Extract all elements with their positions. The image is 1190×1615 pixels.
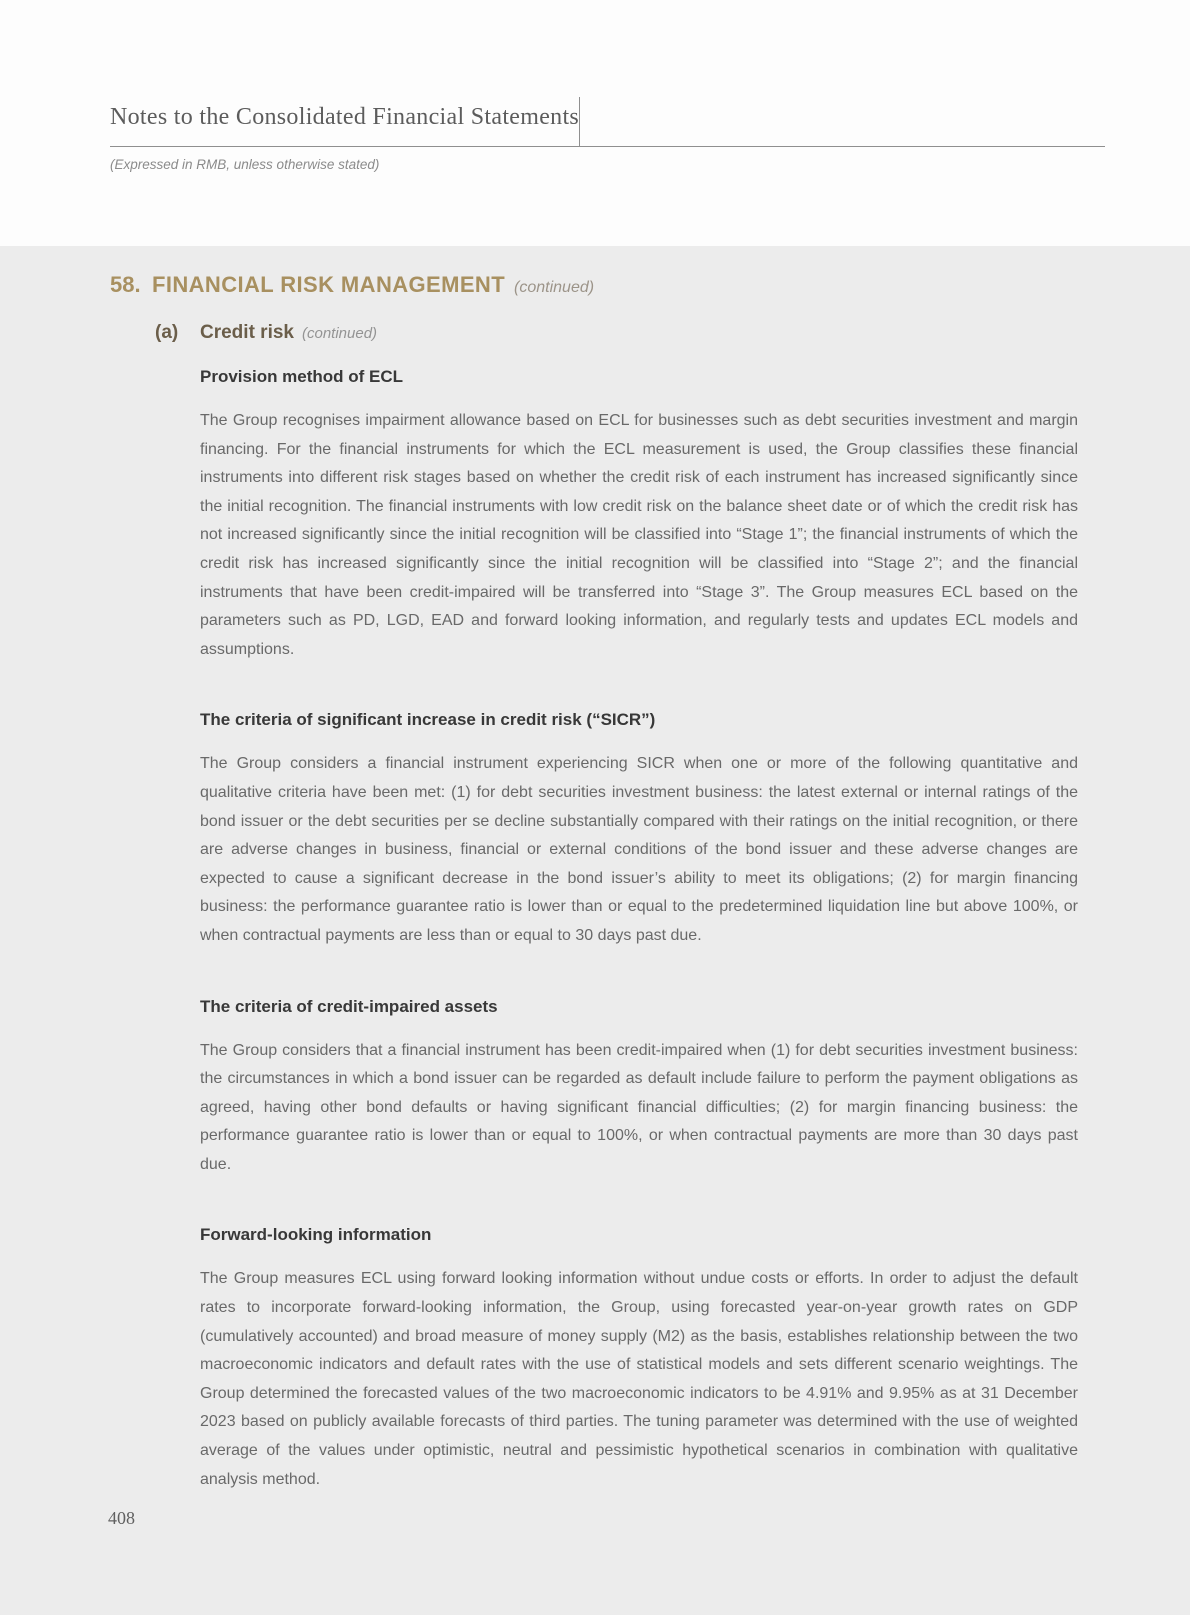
document-subtitle: (Expressed in RMB, unless otherwise stated) <box>110 157 380 172</box>
heading-sicr-criteria: The criteria of significant increase in credit risk (“SICR”) <box>200 710 656 730</box>
page-number: 408 <box>108 1508 135 1528</box>
paragraph-provision-method: The Group recognises impairment allowance based on ECL for businesses such as debt securities investment and margin financing. For the financial instruments for which the ECL measurement is used, the Group classifies these financial instruments into different risk stages based on whether the credit risk of each instrument has increased significantly since the initial recognition. The financial instruments with low credit risk on the balance sheet date or of which the credit risk has not increased significantly since the initial recognition will be classified into “Stage 1”; the financial instruments of which the credit risk has increased significantly since the initial recognition will be classified into “Stage 2”; and the financial instruments that have been credit-impaired will be transferred into “Stage 3”. The Group measures ECL based on the parameters such as PD, LGD, EAD and forward looking information, and regularly tests and updates ECL models and assumptions. <box>200 412 1078 658</box>
body-column <box>200 365 1078 1494</box>
paragraph-forward-looking-information: The Group measures ECL using forward looking information without undue costs or efforts. In order to adjust the default rates to incorporate forward-looking information, the Group, using forecasted year-on-year growth rates on GDP (cumulatively accounted) and broad measure of money supply (M2) as the basis, establishes relationship between the two macroeconomic indicators and default rates with the use of statistical models and sets different scenario weightings. The Group determined the forecasted values of the two macroeconomic indicators to be 4.91% and 9.95% as at 31 December 2023 based on publicly available forecasts of third parties. The tuning parameter was determined with the use of weighted average of the values under optimistic, neutral and pessimistic hypothetical scenarios in combination with qualitative analysis method. <box>200 1270 1078 1488</box>
subsection-marker: (a) <box>155 322 179 343</box>
section-number: 58. <box>110 272 141 297</box>
section-title: FINANCIAL RISK MANAGEMENT <box>152 272 506 297</box>
subsection-title: Credit risk <box>200 322 294 343</box>
subsection-continued-label: (continued) <box>301 325 378 342</box>
paragraph-sicr-criteria: The Group considers a financial instrument experiencing SICR when one or more of the following quantitative and qualitative criteria have been met: (1) for debt securities investment business: the latest external or internal ratings of the bond issuer or the debt securities per se decline substantially compared with their ratings on the initial recognition, or there are adverse changes in business, financial or external conditions of the bond issuer and these adverse changes are expected to cause a significant decrease in the bond issuer’s ability to meet its obligations; (2) for margin financing business: the performance guarantee ratio is lower than or equal to the predetermined liquidation line but above 100%, or when contractual payments are less than or equal to 30 days past due. <box>200 755 1078 944</box>
section-heading <box>0 272 1190 298</box>
subsection-heading <box>0 322 1190 344</box>
paragraph-credit-impaired-criteria: The Group considers that a financial instrument has been credit-impaired when (1) for debt securities investment business: the circumstances in which a bond issuer can be regarded as default include failure to perform the payment obligations as agreed, having other bond defaults or having significant financial difficulties; (2) for margin financing business: the performance guarantee ratio is lower than or equal to 100%, or when contractual payments are more than 30 days past due. <box>200 1041 1078 1173</box>
note-content <box>0 272 1190 1494</box>
header-divider-vertical <box>579 97 580 146</box>
section-continued-label: (continued) <box>514 279 595 296</box>
heading-forward-looking-information: Forward-looking information <box>200 1225 432 1245</box>
heading-provision-method-of-ecl: Provision method of ECL <box>200 367 404 386</box>
document-title: Notes to the Consolidated Financial Statements <box>110 104 580 130</box>
heading-credit-impaired-criteria: The criteria of credit-impaired assets <box>200 996 498 1016</box>
header-rule <box>110 146 1105 147</box>
